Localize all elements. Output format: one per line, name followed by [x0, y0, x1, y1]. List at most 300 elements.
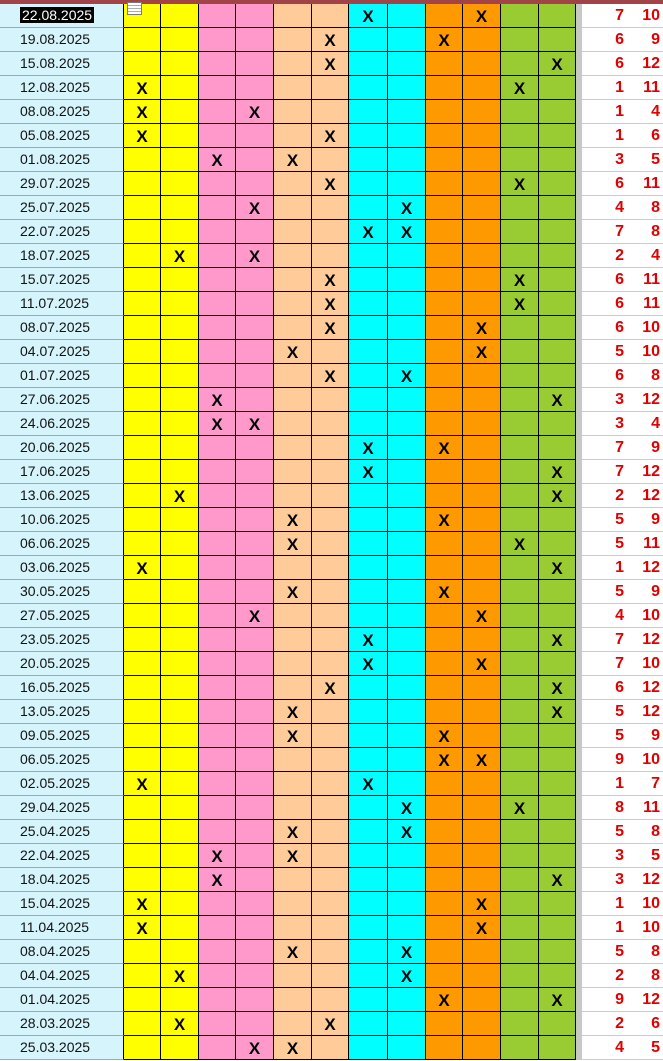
grid-cell-col9[interactable] [426, 268, 463, 292]
grid-cell-col5[interactable] [274, 580, 312, 604]
grid-cell-col12[interactable] [539, 124, 576, 148]
grid-cell-col2[interactable] [161, 604, 199, 628]
grid-cell-col9[interactable] [426, 940, 463, 964]
grid-cell-col12[interactable] [539, 316, 576, 340]
grid-cell-col4[interactable] [236, 52, 274, 76]
grid-cell-col3[interactable] [199, 604, 236, 628]
grid-cell-col2[interactable] [161, 340, 199, 364]
grid-cell-col1[interactable] [124, 124, 161, 148]
grid-cell-col8[interactable] [388, 4, 426, 28]
grid-cell-col9[interactable] [426, 508, 463, 532]
grid-cell-col5[interactable] [274, 868, 312, 892]
grid-cell-col11[interactable] [501, 460, 539, 484]
grid-cell-col9[interactable] [426, 604, 463, 628]
number-pair-cell[interactable] [582, 244, 663, 268]
grid-cell-col2[interactable] [161, 892, 199, 916]
grid-cell-col10[interactable] [463, 700, 501, 724]
grid-cell-col4[interactable] [236, 580, 274, 604]
grid-cell-col9[interactable] [426, 28, 463, 52]
grid-cell-col10[interactable] [463, 628, 501, 652]
grid-cell-col2[interactable] [161, 220, 199, 244]
grid-cell-col10[interactable] [463, 820, 501, 844]
grid-cell-col7[interactable] [349, 580, 388, 604]
grid-cell-col6[interactable] [312, 340, 349, 364]
number-pair-cell[interactable] [582, 52, 663, 76]
grid-cell-col5[interactable] [274, 988, 312, 1012]
grid-cell-col1[interactable] [124, 292, 161, 316]
grid-cell-col4[interactable] [236, 556, 274, 580]
grid-cell-col4[interactable] [236, 532, 274, 556]
grid-cell-col11[interactable] [501, 700, 539, 724]
grid-cell-col3[interactable] [199, 28, 236, 52]
grid-cell-col4[interactable] [236, 172, 274, 196]
date-cell[interactable] [0, 388, 124, 412]
grid-cell-col5[interactable] [274, 388, 312, 412]
date-cell[interactable] [0, 580, 124, 604]
grid-cell-col10[interactable] [463, 460, 501, 484]
grid-cell-col3[interactable] [199, 940, 236, 964]
grid-cell-col2[interactable] [161, 52, 199, 76]
grid-cell-col1[interactable] [124, 532, 161, 556]
grid-cell-col4[interactable] [236, 148, 274, 172]
number-pair-cell[interactable] [582, 724, 663, 748]
grid-cell-col1[interactable] [124, 100, 161, 124]
grid-cell-col2[interactable] [161, 964, 199, 988]
grid-cell-col10[interactable] [463, 940, 501, 964]
grid-cell-col6[interactable] [312, 100, 349, 124]
grid-cell-col9[interactable] [426, 820, 463, 844]
date-cell[interactable] [0, 748, 124, 772]
grid-cell-col9[interactable] [426, 1036, 463, 1060]
grid-cell-col12[interactable] [539, 196, 576, 220]
grid-cell-col12[interactable] [539, 748, 576, 772]
grid-cell-col3[interactable] [199, 52, 236, 76]
grid-cell-col12[interactable] [539, 796, 576, 820]
grid-cell-col8[interactable] [388, 1036, 426, 1060]
number-pair-cell[interactable] [582, 28, 663, 52]
grid-cell-col1[interactable] [124, 484, 161, 508]
grid-cell-col12[interactable] [539, 676, 576, 700]
grid-cell-col11[interactable] [501, 244, 539, 268]
grid-cell-col10[interactable] [463, 892, 501, 916]
grid-cell-col3[interactable] [199, 844, 236, 868]
grid-cell-col9[interactable] [426, 748, 463, 772]
grid-cell-col4[interactable] [236, 100, 274, 124]
grid-cell-col10[interactable] [463, 772, 501, 796]
grid-cell-col8[interactable] [388, 484, 426, 508]
grid-cell-col1[interactable] [124, 892, 161, 916]
grid-cell-col1[interactable] [124, 220, 161, 244]
number-pair-cell[interactable] [582, 364, 663, 388]
grid-cell-col10[interactable] [463, 844, 501, 868]
date-cell[interactable] [0, 724, 124, 748]
grid-cell-col9[interactable] [426, 772, 463, 796]
grid-cell-col2[interactable] [161, 292, 199, 316]
grid-cell-col1[interactable] [124, 724, 161, 748]
grid-cell-col7[interactable] [349, 868, 388, 892]
grid-cell-col11[interactable] [501, 124, 539, 148]
grid-cell-col11[interactable] [501, 964, 539, 988]
grid-cell-col6[interactable] [312, 724, 349, 748]
grid-cell-col12[interactable] [539, 412, 576, 436]
grid-cell-col12[interactable] [539, 772, 576, 796]
grid-cell-col9[interactable] [426, 892, 463, 916]
grid-cell-col11[interactable] [501, 4, 539, 28]
grid-cell-col3[interactable] [199, 556, 236, 580]
grid-cell-col11[interactable] [501, 268, 539, 292]
grid-cell-col6[interactable] [312, 52, 349, 76]
grid-cell-col5[interactable] [274, 916, 312, 940]
number-pair-cell[interactable] [582, 268, 663, 292]
grid-cell-col10[interactable] [463, 748, 501, 772]
grid-cell-col11[interactable] [501, 532, 539, 556]
grid-cell-col6[interactable] [312, 268, 349, 292]
grid-cell-col1[interactable] [124, 364, 161, 388]
grid-cell-col2[interactable] [161, 844, 199, 868]
grid-cell-col11[interactable] [501, 76, 539, 100]
grid-cell-col4[interactable] [236, 820, 274, 844]
grid-cell-col6[interactable] [312, 796, 349, 820]
grid-cell-col12[interactable] [539, 4, 576, 28]
date-cell[interactable] [0, 52, 124, 76]
grid-cell-col1[interactable] [124, 388, 161, 412]
grid-cell-col7[interactable] [349, 52, 388, 76]
grid-cell-col12[interactable] [539, 1036, 576, 1060]
grid-cell-col9[interactable] [426, 460, 463, 484]
date-cell[interactable] [0, 196, 124, 220]
number-pair-cell[interactable] [582, 628, 663, 652]
number-pair-cell[interactable] [582, 868, 663, 892]
grid-cell-col10[interactable] [463, 412, 501, 436]
date-cell[interactable] [0, 556, 124, 580]
grid-cell-col5[interactable] [274, 484, 312, 508]
grid-cell-col9[interactable] [426, 412, 463, 436]
grid-cell-col12[interactable] [539, 556, 576, 580]
grid-cell-col5[interactable] [274, 700, 312, 724]
grid-cell-col10[interactable] [463, 244, 501, 268]
number-pair-cell[interactable] [582, 676, 663, 700]
grid-cell-col4[interactable] [236, 460, 274, 484]
grid-cell-col11[interactable] [501, 412, 539, 436]
grid-cell-col5[interactable] [274, 1012, 312, 1036]
grid-cell-col1[interactable] [124, 52, 161, 76]
grid-cell-col6[interactable] [312, 124, 349, 148]
grid-cell-col3[interactable] [199, 820, 236, 844]
grid-cell-col12[interactable] [539, 868, 576, 892]
date-cell[interactable] [0, 508, 124, 532]
date-cell[interactable] [0, 868, 124, 892]
grid-cell-col7[interactable] [349, 316, 388, 340]
grid-cell-col6[interactable] [312, 292, 349, 316]
grid-cell-col1[interactable] [124, 316, 161, 340]
grid-cell-col2[interactable] [161, 76, 199, 100]
grid-cell-col1[interactable] [124, 172, 161, 196]
grid-cell-col2[interactable] [161, 196, 199, 220]
grid-cell-col7[interactable] [349, 100, 388, 124]
grid-cell-col2[interactable] [161, 700, 199, 724]
grid-cell-col2[interactable] [161, 868, 199, 892]
grid-cell-col11[interactable] [501, 628, 539, 652]
grid-cell-col9[interactable] [426, 436, 463, 460]
grid-cell-col9[interactable] [426, 964, 463, 988]
grid-cell-col5[interactable] [274, 364, 312, 388]
grid-cell-col10[interactable] [463, 172, 501, 196]
grid-cell-col1[interactable] [124, 28, 161, 52]
grid-cell-col4[interactable] [236, 220, 274, 244]
grid-cell-col6[interactable] [312, 556, 349, 580]
grid-cell-col12[interactable] [539, 820, 576, 844]
grid-cell-col7[interactable] [349, 292, 388, 316]
grid-cell-col10[interactable] [463, 988, 501, 1012]
grid-cell-col4[interactable] [236, 700, 274, 724]
grid-cell-col12[interactable] [539, 148, 576, 172]
grid-cell-col7[interactable] [349, 268, 388, 292]
grid-cell-col2[interactable] [161, 4, 199, 28]
grid-cell-col6[interactable] [312, 220, 349, 244]
grid-cell-col9[interactable] [426, 556, 463, 580]
number-pair-cell[interactable] [582, 892, 663, 916]
grid-cell-col3[interactable] [199, 964, 236, 988]
grid-cell-col12[interactable] [539, 964, 576, 988]
grid-cell-col7[interactable] [349, 940, 388, 964]
date-cell[interactable] [0, 628, 124, 652]
grid-cell-col5[interactable] [274, 964, 312, 988]
date-cell[interactable] [0, 700, 124, 724]
grid-cell-col3[interactable] [199, 124, 236, 148]
grid-cell-col11[interactable] [501, 748, 539, 772]
date-cell[interactable] [0, 772, 124, 796]
grid-cell-col5[interactable] [274, 1036, 312, 1060]
grid-cell-col6[interactable] [312, 28, 349, 52]
grid-cell-col3[interactable] [199, 892, 236, 916]
grid-cell-col7[interactable] [349, 172, 388, 196]
grid-cell-col8[interactable] [388, 580, 426, 604]
grid-cell-col12[interactable] [539, 388, 576, 412]
grid-cell-col8[interactable] [388, 724, 426, 748]
grid-cell-col8[interactable] [388, 676, 426, 700]
grid-cell-col11[interactable] [501, 604, 539, 628]
date-cell[interactable] [0, 916, 124, 940]
grid-cell-col12[interactable] [539, 652, 576, 676]
number-pair-cell[interactable] [582, 844, 663, 868]
grid-cell-col12[interactable] [539, 340, 576, 364]
grid-cell-col2[interactable] [161, 652, 199, 676]
grid-cell-col12[interactable] [539, 916, 576, 940]
grid-cell-col4[interactable] [236, 916, 274, 940]
grid-cell-col11[interactable] [501, 508, 539, 532]
grid-cell-col11[interactable] [501, 820, 539, 844]
grid-cell-col12[interactable] [539, 892, 576, 916]
grid-cell-col9[interactable] [426, 580, 463, 604]
grid-cell-col3[interactable] [199, 196, 236, 220]
date-cell[interactable] [0, 148, 124, 172]
grid-cell-col5[interactable] [274, 436, 312, 460]
grid-cell-col1[interactable] [124, 508, 161, 532]
grid-cell-col1[interactable] [124, 268, 161, 292]
grid-cell-col7[interactable] [349, 436, 388, 460]
date-cell[interactable] [0, 412, 124, 436]
grid-cell-col5[interactable] [274, 772, 312, 796]
grid-cell-col11[interactable] [501, 916, 539, 940]
grid-cell-col9[interactable] [426, 148, 463, 172]
grid-cell-col3[interactable] [199, 244, 236, 268]
grid-cell-col2[interactable] [161, 268, 199, 292]
grid-cell-col6[interactable] [312, 196, 349, 220]
grid-cell-col7[interactable] [349, 484, 388, 508]
date-cell[interactable] [0, 1036, 124, 1060]
grid-cell-col1[interactable] [124, 196, 161, 220]
grid-cell-col10[interactable] [463, 388, 501, 412]
number-pair-cell[interactable] [582, 652, 663, 676]
date-cell[interactable] [0, 820, 124, 844]
number-pair-cell[interactable] [582, 460, 663, 484]
number-pair-cell[interactable] [582, 748, 663, 772]
grid-cell-col4[interactable] [236, 604, 274, 628]
grid-cell-col11[interactable] [501, 556, 539, 580]
grid-cell-col10[interactable] [463, 556, 501, 580]
grid-cell-col10[interactable] [463, 436, 501, 460]
date-cell[interactable] [0, 940, 124, 964]
grid-cell-col4[interactable] [236, 676, 274, 700]
grid-cell-col11[interactable] [501, 724, 539, 748]
grid-cell-col3[interactable] [199, 364, 236, 388]
grid-cell-col3[interactable] [199, 700, 236, 724]
grid-cell-col6[interactable] [312, 244, 349, 268]
grid-cell-col9[interactable] [426, 52, 463, 76]
grid-cell-col11[interactable] [501, 196, 539, 220]
grid-cell-col2[interactable] [161, 988, 199, 1012]
grid-cell-col10[interactable] [463, 580, 501, 604]
grid-cell-col5[interactable] [274, 340, 312, 364]
grid-cell-col3[interactable] [199, 772, 236, 796]
grid-cell-col4[interactable] [236, 268, 274, 292]
grid-cell-col3[interactable] [199, 868, 236, 892]
date-cell[interactable] [0, 796, 124, 820]
grid-cell-col2[interactable] [161, 148, 199, 172]
grid-cell-col9[interactable] [426, 652, 463, 676]
grid-cell-col8[interactable] [388, 796, 426, 820]
grid-cell-col6[interactable] [312, 4, 349, 28]
grid-cell-col8[interactable] [388, 388, 426, 412]
grid-cell-col6[interactable] [312, 652, 349, 676]
grid-cell-col9[interactable] [426, 172, 463, 196]
grid-cell-col2[interactable] [161, 1012, 199, 1036]
number-pair-cell[interactable] [582, 772, 663, 796]
grid-cell-col2[interactable] [161, 532, 199, 556]
grid-cell-col1[interactable] [124, 340, 161, 364]
grid-cell-col12[interactable] [539, 76, 576, 100]
number-pair-cell[interactable] [582, 148, 663, 172]
grid-cell-col9[interactable] [426, 244, 463, 268]
number-pair-cell[interactable] [582, 988, 663, 1012]
grid-cell-col1[interactable] [124, 412, 161, 436]
grid-cell-col6[interactable] [312, 484, 349, 508]
grid-cell-col4[interactable] [236, 796, 274, 820]
grid-cell-col9[interactable] [426, 316, 463, 340]
grid-cell-col3[interactable] [199, 652, 236, 676]
grid-cell-col1[interactable] [124, 796, 161, 820]
grid-cell-col11[interactable] [501, 364, 539, 388]
grid-cell-col4[interactable] [236, 772, 274, 796]
grid-cell-col7[interactable] [349, 604, 388, 628]
grid-cell-col7[interactable] [349, 892, 388, 916]
grid-cell-col8[interactable] [388, 412, 426, 436]
number-pair-cell[interactable] [582, 124, 663, 148]
grid-cell-col12[interactable] [539, 844, 576, 868]
grid-cell-col5[interactable] [274, 508, 312, 532]
grid-cell-col5[interactable] [274, 148, 312, 172]
grid-cell-col12[interactable] [539, 460, 576, 484]
grid-cell-col10[interactable] [463, 28, 501, 52]
grid-cell-col11[interactable] [501, 340, 539, 364]
grid-cell-col9[interactable] [426, 844, 463, 868]
grid-cell-col3[interactable] [199, 172, 236, 196]
number-pair-cell[interactable] [582, 172, 663, 196]
grid-cell-col3[interactable] [199, 4, 236, 28]
grid-cell-col6[interactable] [312, 508, 349, 532]
grid-cell-col5[interactable] [274, 124, 312, 148]
grid-cell-col10[interactable] [463, 1036, 501, 1060]
date-cell[interactable] [0, 76, 124, 100]
grid-cell-col7[interactable] [349, 244, 388, 268]
grid-cell-col2[interactable] [161, 772, 199, 796]
grid-cell-col1[interactable] [124, 436, 161, 460]
grid-cell-col12[interactable] [539, 508, 576, 532]
number-pair-cell[interactable] [582, 292, 663, 316]
number-pair-cell[interactable] [582, 196, 663, 220]
grid-cell-col5[interactable] [274, 100, 312, 124]
grid-cell-col9[interactable] [426, 124, 463, 148]
grid-cell-col1[interactable] [124, 628, 161, 652]
grid-cell-col11[interactable] [501, 388, 539, 412]
grid-cell-col9[interactable] [426, 292, 463, 316]
grid-cell-col7[interactable] [349, 796, 388, 820]
grid-cell-col6[interactable] [312, 916, 349, 940]
grid-cell-col6[interactable] [312, 460, 349, 484]
grid-cell-col2[interactable] [161, 484, 199, 508]
grid-cell-col11[interactable] [501, 940, 539, 964]
grid-cell-col5[interactable] [274, 844, 312, 868]
grid-cell-col2[interactable] [161, 820, 199, 844]
grid-cell-col3[interactable] [199, 340, 236, 364]
grid-cell-col9[interactable] [426, 988, 463, 1012]
grid-cell-col3[interactable] [199, 1036, 236, 1060]
grid-cell-col4[interactable] [236, 196, 274, 220]
grid-cell-col10[interactable] [463, 52, 501, 76]
grid-cell-col6[interactable] [312, 748, 349, 772]
grid-cell-col8[interactable] [388, 916, 426, 940]
grid-cell-col4[interactable] [236, 628, 274, 652]
grid-cell-col8[interactable] [388, 436, 426, 460]
grid-cell-col10[interactable] [463, 76, 501, 100]
grid-cell-col12[interactable] [539, 52, 576, 76]
number-pair-cell[interactable] [582, 1036, 663, 1060]
grid-cell-col2[interactable] [161, 436, 199, 460]
date-cell[interactable] [0, 124, 124, 148]
date-cell[interactable] [0, 676, 124, 700]
grid-cell-col9[interactable] [426, 916, 463, 940]
grid-cell-col9[interactable] [426, 340, 463, 364]
grid-cell-col3[interactable] [199, 220, 236, 244]
grid-cell-col1[interactable] [124, 916, 161, 940]
grid-cell-col6[interactable] [312, 988, 349, 1012]
grid-cell-col1[interactable] [124, 556, 161, 580]
grid-cell-col5[interactable] [274, 268, 312, 292]
grid-cell-col4[interactable] [236, 4, 274, 28]
grid-cell-col3[interactable] [199, 268, 236, 292]
grid-cell-col1[interactable] [124, 868, 161, 892]
grid-cell-col2[interactable] [161, 580, 199, 604]
